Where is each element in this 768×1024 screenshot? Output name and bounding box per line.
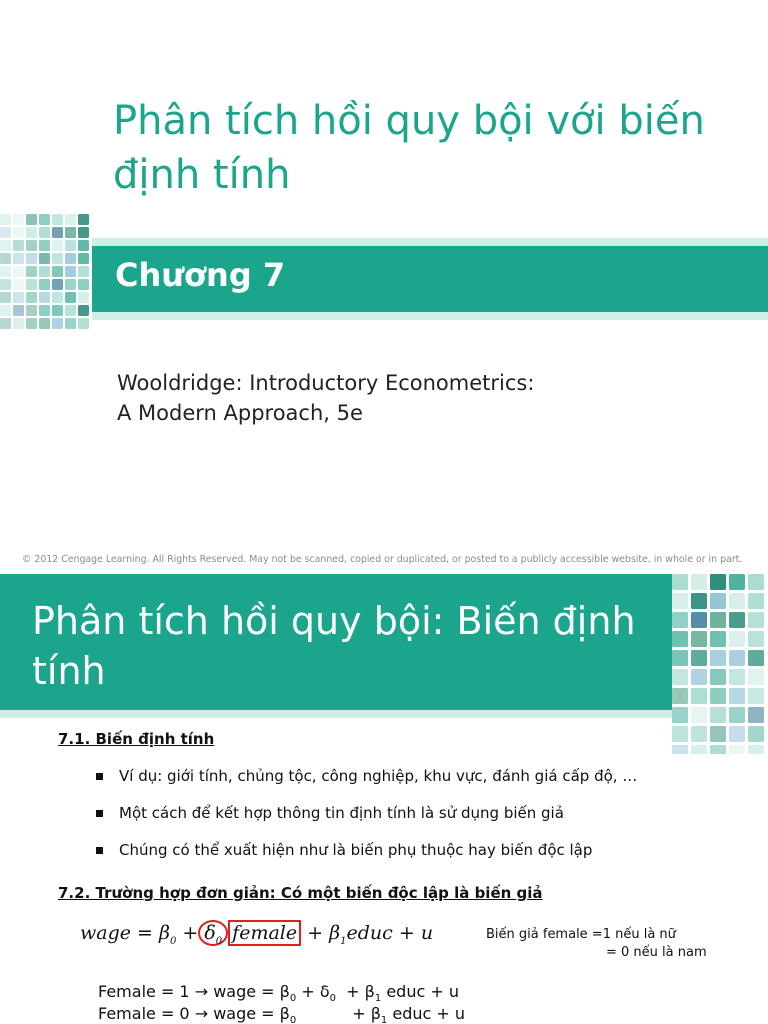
decorative-tile xyxy=(52,292,63,303)
decorative-tile xyxy=(26,279,37,290)
formula-educ: educ xyxy=(346,922,393,944)
bullet-square-icon xyxy=(96,773,103,780)
decorative-tile xyxy=(0,227,11,238)
decorative-tile xyxy=(78,292,89,303)
formula-u: u xyxy=(420,922,434,944)
bullet-item xyxy=(96,767,637,804)
decorative-tile xyxy=(748,669,764,685)
book-reference-line1: Wooldridge: Introductory Econometrics: xyxy=(117,371,535,395)
decorative-tile xyxy=(672,669,688,685)
slide2-header xyxy=(0,574,672,710)
formula-plus: + xyxy=(182,922,199,944)
decorative-tile xyxy=(26,318,37,329)
decorative-tile xyxy=(65,305,76,316)
bullet-text: Ví dụ: giới tính, chủng tộc, công nghiệp, khu vực, đánh giá cấp độ, … xyxy=(119,767,638,785)
dummy-note-line1: Biến giả female =1 nếu là nữ xyxy=(486,927,676,942)
decorative-tile xyxy=(26,292,37,303)
formula-plus: + xyxy=(398,922,415,944)
decorative-tile xyxy=(13,227,24,238)
decorative-tile xyxy=(0,318,11,329)
decorative-tile xyxy=(748,688,764,704)
decorative-tile xyxy=(672,593,688,609)
delta0-highlight-circle xyxy=(198,920,228,946)
decorative-tile xyxy=(748,631,764,647)
band-bottom-line xyxy=(92,312,768,320)
decorative-tile xyxy=(39,305,50,316)
formula-delta0-sub: 0 xyxy=(215,935,223,947)
decorative-tile xyxy=(52,214,63,225)
decorative-tile xyxy=(39,227,50,238)
eq2-prefix: Female = 0 → wage = β xyxy=(98,1004,290,1023)
decorative-tile xyxy=(0,253,11,264)
decorative-tile xyxy=(729,631,745,647)
decorative-tile xyxy=(748,574,764,590)
formula-wage: wage xyxy=(80,922,131,944)
decorative-tile xyxy=(26,266,37,277)
decorative-tile xyxy=(691,650,707,666)
formula-beta1: β xyxy=(329,922,341,944)
decorative-tiles-graphic xyxy=(0,214,92,340)
copyright-notice: © 2012 Cengage Learning. All Rights Reserved. May not be scanned, copied or duplicated, or posted to a publicly accessible website, in whole or in part. xyxy=(22,554,743,565)
decorative-tile xyxy=(691,726,707,742)
decorative-tile xyxy=(672,631,688,647)
decorative-tile xyxy=(39,318,50,329)
decorative-tile xyxy=(691,612,707,628)
dummy-note-line2: = 0 nếu là nam xyxy=(606,945,707,960)
decorative-tile xyxy=(52,318,63,329)
eq2-tail: educ + u xyxy=(387,1004,466,1023)
eq1-tail: educ + u xyxy=(381,982,459,1001)
decorative-tile xyxy=(710,707,726,723)
decorative-tile xyxy=(672,650,688,666)
decorative-tile xyxy=(710,745,726,754)
chapter-label: Chương 7 xyxy=(115,256,286,294)
decorative-tile xyxy=(78,214,89,225)
bullet-item xyxy=(96,804,637,841)
decorative-tile xyxy=(729,669,745,685)
decorative-tile xyxy=(0,266,11,277)
decorative-tile xyxy=(65,214,76,225)
decorative-tiles-graphic-right xyxy=(672,574,768,754)
decorative-tile xyxy=(729,593,745,609)
decorative-tile xyxy=(729,726,745,742)
decorative-tile xyxy=(65,292,76,303)
decorative-tile xyxy=(78,305,89,316)
eq1-prefix: Female = 1 → wage = β xyxy=(98,982,290,1001)
decorative-tile xyxy=(13,292,24,303)
decorative-tile xyxy=(729,612,745,628)
eq1-mid2: + β xyxy=(336,982,375,1001)
decorative-tile xyxy=(691,593,707,609)
header-underline xyxy=(0,710,672,718)
band-top-line xyxy=(92,238,768,246)
decorative-tile xyxy=(710,726,726,742)
decorative-tile xyxy=(748,726,764,742)
decorative-tile xyxy=(729,707,745,723)
decorative-tile xyxy=(748,650,764,666)
decorative-tile xyxy=(729,574,745,590)
formula-beta0: β xyxy=(159,922,170,944)
decorative-tile xyxy=(52,240,63,251)
decorative-tile xyxy=(0,214,11,225)
decorative-tile xyxy=(710,574,726,590)
decorative-tile xyxy=(26,253,37,264)
decorative-tile xyxy=(13,305,24,316)
decorative-tile xyxy=(710,593,726,609)
decorative-tile xyxy=(13,214,24,225)
decorative-tile xyxy=(65,227,76,238)
decorative-tile xyxy=(65,253,76,264)
decorative-tile xyxy=(691,688,707,704)
decorative-tile xyxy=(729,650,745,666)
decorative-tile xyxy=(729,688,745,704)
decorative-tile xyxy=(13,318,24,329)
decorative-tile xyxy=(691,669,707,685)
decorative-tile xyxy=(78,266,89,277)
decorative-tile xyxy=(78,279,89,290)
formula-female: female xyxy=(232,922,298,944)
bullet-square-icon xyxy=(96,810,103,817)
decorative-tile xyxy=(78,318,89,329)
decorative-tile xyxy=(691,707,707,723)
eq1-sub: 0 xyxy=(329,993,336,1005)
eq1-sub: 0 xyxy=(289,993,297,1005)
female-highlight-box xyxy=(228,920,301,946)
decorative-tile xyxy=(0,305,11,316)
decorative-tile xyxy=(0,240,11,251)
content-slide xyxy=(0,574,768,1024)
decorative-tile xyxy=(65,279,76,290)
decorative-tile xyxy=(39,240,50,251)
decorative-tile xyxy=(13,279,24,290)
decorative-tile xyxy=(78,227,89,238)
decorative-tile xyxy=(710,650,726,666)
decorative-tile xyxy=(710,688,726,704)
eq2-sub: 1 xyxy=(380,1015,388,1024)
decorative-tile xyxy=(65,266,76,277)
decorative-tile xyxy=(710,631,726,647)
decorative-tile xyxy=(0,279,11,290)
decorative-tile xyxy=(672,726,688,742)
slide1-title: Phân tích hồi quy bội với biến định tính xyxy=(113,98,705,198)
decorative-tile xyxy=(39,214,50,225)
regression-formula xyxy=(80,922,433,947)
decorative-tile xyxy=(748,745,764,754)
formula-plus: + xyxy=(307,922,324,944)
decorative-tile xyxy=(39,292,50,303)
decorative-tile xyxy=(691,745,707,754)
eq1-mid: + δ xyxy=(296,982,330,1001)
decorative-tile xyxy=(39,266,50,277)
section-heading-7-2: 7.2. Trường hợp đơn giản: Có một biến độc lập là biến giả xyxy=(58,884,543,902)
decorative-tile xyxy=(672,745,688,754)
decorative-tile xyxy=(39,279,50,290)
slide2-title: Phân tích hồi quy bội: Biến định tính xyxy=(32,599,636,693)
decorative-tile xyxy=(78,240,89,251)
formula-equals: = xyxy=(137,922,153,944)
eq2-mid2: + β xyxy=(296,1004,381,1023)
decorative-tile xyxy=(691,574,707,590)
decorative-tile xyxy=(26,227,37,238)
book-reference-line2: A Modern Approach, 5e xyxy=(117,401,363,425)
bullet-text: Một cách để kết hợp thông tin định tính là sử dụng biến giả xyxy=(119,804,564,822)
book-reference xyxy=(117,368,534,428)
decorative-tile xyxy=(26,305,37,316)
decorative-tile xyxy=(52,279,63,290)
formula-beta1-sub: 1 xyxy=(340,935,347,947)
decorative-tile xyxy=(65,318,76,329)
formula-delta0: δ xyxy=(204,922,216,944)
section-heading-7-1: 7.1. Biến định tính xyxy=(58,730,215,748)
decorative-tile xyxy=(52,266,63,277)
decorative-tile xyxy=(13,266,24,277)
decorative-tile xyxy=(39,253,50,264)
bullet-list xyxy=(96,767,637,878)
decorative-tile xyxy=(26,240,37,251)
decorative-tile xyxy=(52,227,63,238)
decorative-tile xyxy=(52,253,63,264)
female-one-equation xyxy=(98,982,459,1004)
decorative-tile xyxy=(672,688,688,704)
decorative-tile xyxy=(52,305,63,316)
decorative-tile xyxy=(691,631,707,647)
decorative-tile xyxy=(672,707,688,723)
decorative-tile xyxy=(729,745,745,754)
decorative-tile xyxy=(710,612,726,628)
decorative-tile xyxy=(65,240,76,251)
decorative-tile xyxy=(748,707,764,723)
bullet-square-icon xyxy=(96,847,103,854)
decorative-tile xyxy=(710,669,726,685)
decorative-tile xyxy=(0,292,11,303)
bullet-item xyxy=(96,841,637,878)
decorative-tile xyxy=(13,253,24,264)
decorative-tile xyxy=(748,593,764,609)
decorative-tile xyxy=(78,253,89,264)
bullet-text: Chúng có thể xuất hiện như là biến phụ thuộc hay biến độc lập xyxy=(119,841,593,859)
decorative-tile xyxy=(13,240,24,251)
decorative-tile xyxy=(672,574,688,590)
female-zero-equation xyxy=(98,1004,465,1024)
decorative-tile xyxy=(26,214,37,225)
decorative-tile xyxy=(672,612,688,628)
eq1-sub: 1 xyxy=(374,993,382,1005)
decorative-tile xyxy=(748,612,764,628)
formula-beta0-sub: 0 xyxy=(170,935,177,947)
eq2-sub: 0 xyxy=(289,1015,297,1024)
